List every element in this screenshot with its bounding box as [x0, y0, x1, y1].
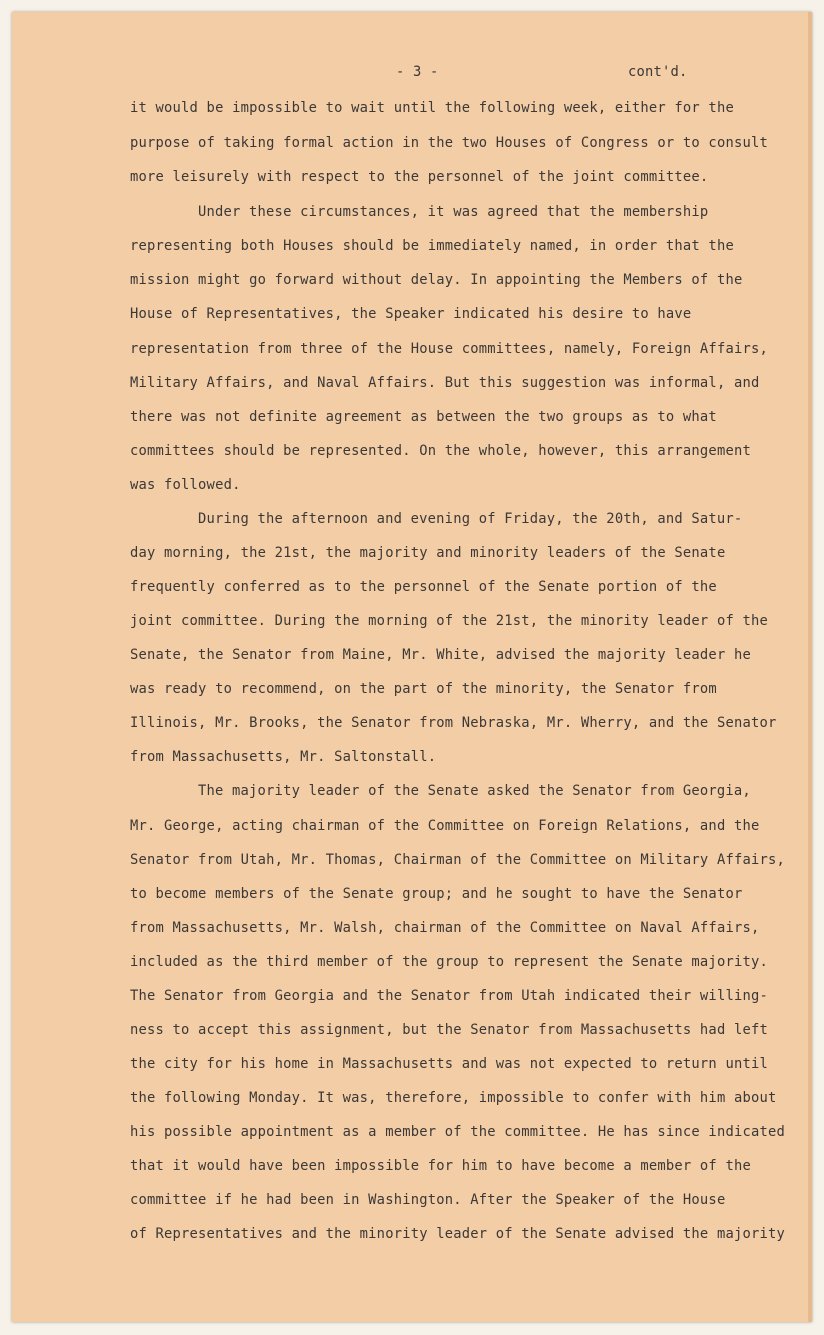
text-line: that it would have been impossible for him to have become a member of the — [130, 1158, 751, 1174]
text-line: The majority leader of the Senate asked the Senator from Georgia, — [198, 783, 751, 799]
text-line: more leisurely with respect to the personnel of the joint committee. — [130, 169, 709, 185]
text-line: of Representatives and the minority leader of the Senate advised the majority — [130, 1226, 785, 1242]
text-line: committee if he had been in Washington. After the Speaker of the House — [130, 1192, 726, 1208]
text-line: purpose of taking formal action in the two Houses of Congress or to consult — [130, 135, 768, 151]
text-line: it would be impossible to wait until the following week, either for the — [130, 100, 734, 116]
text-line: frequently conferred as to the personnel of the Senate portion of the — [130, 579, 717, 595]
text-line: from Massachusetts, Mr. Walsh, chairman of the Committee on Naval Affairs, — [130, 920, 760, 936]
text-line: Under these circumstances, it was agreed that the membership — [198, 204, 709, 220]
text-line: House of Representatives, the Speaker indicated his desire to have — [130, 306, 692, 322]
continued-label: cont'd. — [628, 64, 688, 80]
document-page — [12, 12, 812, 1322]
text-line: Senator from Utah, Mr. Thomas, Chairman of the Committee on Military Affairs, — [130, 852, 785, 868]
text-line: Military Affairs, and Naval Affairs. But this suggestion was informal, and — [130, 375, 760, 391]
page-header — [12, 64, 812, 84]
text-line: included as the third member of the group to represent the Senate majority. — [130, 954, 768, 970]
text-line: committees should be represented. On the whole, however, this arrangement — [130, 443, 751, 459]
text-line: During the afternoon and evening of Friday, the 20th, and Satur- — [198, 511, 743, 527]
text-line: from Massachusetts, Mr. Saltonstall. — [130, 749, 437, 765]
text-line: Mr. George, acting chairman of the Committee on Foreign Relations, and the — [130, 818, 760, 834]
text-line: the following Monday. It was, therefore, impossible to confer with him about — [130, 1090, 777, 1106]
text-line: the city for his home in Massachusetts and was not expected to return until — [130, 1056, 768, 1072]
text-line: was followed. — [130, 477, 241, 493]
text-line: day morning, the 21st, the majority and minority leaders of the Senate — [130, 545, 726, 561]
text-line: mission might go forward without delay. In appointing the Members of the — [130, 272, 743, 288]
text-line: joint committee. During the morning of the 21st, the minority leader of the — [130, 613, 768, 629]
text-line: was ready to recommend, on the part of the minority, the Senator from — [130, 681, 717, 697]
text-line: Illinois, Mr. Brooks, the Senator from Nebraska, Mr. Wherry, and the Senator — [130, 715, 777, 731]
text-line: to become members of the Senate group; and he sought to have the Senator — [130, 886, 743, 902]
text-line: his possible appointment as a member of the committee. He has since indicated — [130, 1124, 785, 1140]
text-line: ness to accept this assignment, but the Senator from Massachusetts had left — [130, 1022, 768, 1038]
text-line: The Senator from Georgia and the Senator from Utah indicated their willing- — [130, 988, 768, 1004]
text-line: Senate, the Senator from Maine, Mr. White, advised the majority leader he — [130, 647, 751, 663]
text-line: representing both Houses should be immediately named, in order that the — [130, 238, 734, 254]
text-line: there was not definite agreement as between the two groups as to what — [130, 409, 717, 425]
text-line: representation from three of the House committees, namely, Foreign Affairs, — [130, 341, 768, 357]
page-number: - 3 - — [396, 64, 439, 80]
